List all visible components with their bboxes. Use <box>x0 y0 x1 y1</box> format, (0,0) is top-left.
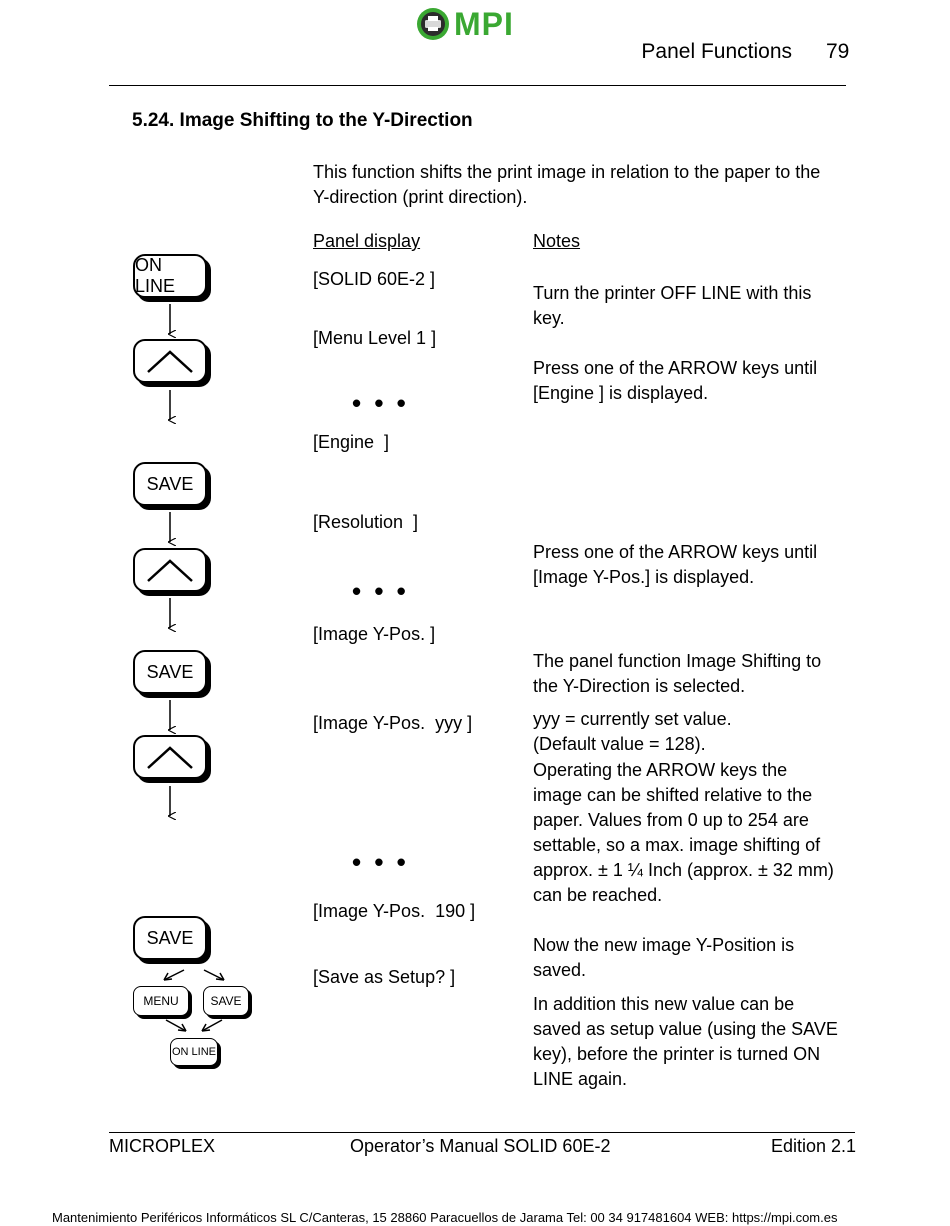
ellipsis: • • • <box>352 847 409 877</box>
note-text: Press one of the ARROW keys until [Engine ] is displayed. <box>533 358 818 403</box>
footer-left: MICROPLEX <box>109 1136 216 1156</box>
on-line-key-small[interactable]: ON LINE <box>170 1038 218 1066</box>
section-intro: This function shifts the print image in relation to the paper to the Y-direction (print direction). <box>313 162 821 207</box>
section-title: 5.24. Image Shifting to the Y-Direction <box>132 110 473 131</box>
save-key[interactable]: SAVE <box>133 462 207 506</box>
footer-right: Edition 2.1 <box>770 1136 856 1156</box>
save-key[interactable]: SAVE <box>133 916 207 960</box>
display-line: [SOLID 60E-2 ] <box>313 269 436 289</box>
display-line: [Image Y-Pos. ] <box>313 624 436 644</box>
note-text: Press one of the ARROW keys until [Image Y-Pos.] is displayed. <box>533 542 818 587</box>
on-line-key[interactable]: ON LINE <box>133 254 207 298</box>
footer-divider <box>109 1132 855 1133</box>
display-line: [Save as Setup? ] <box>313 967 456 987</box>
save-key-small[interactable]: SAVE <box>203 986 249 1016</box>
arrow-up-key-icon <box>142 346 198 376</box>
display-line: [Engine ] <box>313 432 390 452</box>
notes-heading: Notes <box>533 231 581 251</box>
display-line: [Resolution ] <box>313 512 419 532</box>
arrow-up-key-icon <box>142 742 198 772</box>
company-contact-line: Mantenimiento Periféricos Informáticos SL C/Canteras, 15 28860 Paracuellos de Jarama Tel: 00 34 917481604 WEB: https://mpi.com.es <box>52 1210 838 1225</box>
note-text: The panel function Image Shifting to the Y-Direction is selected. <box>533 651 822 696</box>
ellipsis: • • • <box>352 388 409 418</box>
footer-center: Operator’s Manual SOLID 60E-2 <box>350 1136 611 1156</box>
arrow-up-key-icon <box>142 555 198 585</box>
page-header-title: Panel Functions <box>641 40 792 63</box>
note-text: yyy = currently set value. <box>533 709 732 729</box>
display-line: [Menu Level 1 ] <box>313 328 437 348</box>
arrow-up-key[interactable] <box>133 339 207 383</box>
page-number: 79 <box>826 40 850 63</box>
ellipsis: • • • <box>352 576 409 606</box>
arrow-up-key[interactable] <box>133 735 207 779</box>
note-text: Turn the printer OFF LINE with this key. <box>533 283 812 328</box>
display-line: [Image Y-Pos. yyy ] <box>313 713 473 733</box>
display-line: [Image Y-Pos. 190 ] <box>313 901 476 921</box>
note-text: Now the new image Y-Position is saved. <box>533 935 795 980</box>
arrow-up-key[interactable] <box>133 548 207 592</box>
note-text: (Default value = 128). <box>533 734 706 754</box>
menu-key[interactable]: MENU <box>133 986 189 1016</box>
note-text: Operating the ARROW keys the image can be shifted relative to the paper. Values from 0 up to 254 are settable, so a max. image shifting of approx. ± 1 ¼ Inch (approx. ± 32 mm) can be reached. <box>533 760 834 905</box>
logo-text: MPI <box>454 6 514 42</box>
note-text: In addition this new value can be saved as setup value (using the SAVE key), before the printer is turned ON LINE again. <box>533 994 838 1089</box>
save-key[interactable]: SAVE <box>133 650 207 694</box>
panel-display-heading: Panel display <box>313 231 421 251</box>
